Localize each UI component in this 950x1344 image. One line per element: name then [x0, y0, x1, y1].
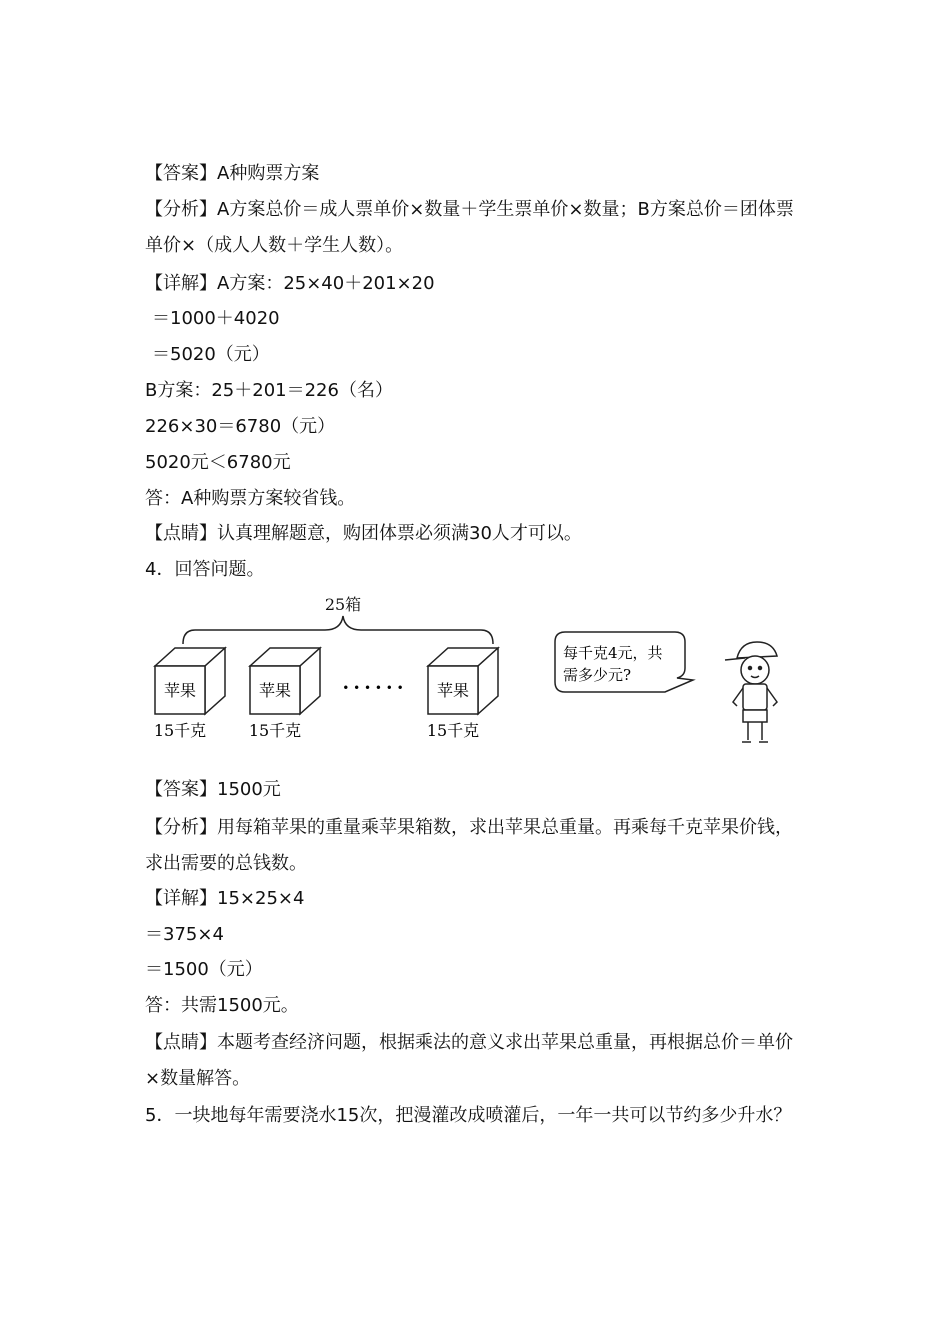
- q4-point: 【点睛】本题考查经济问题，根据乘法的意义求出苹果总重量，再根据总价＝单价×数量解答。: [145, 1032, 793, 1089]
- q4-title: 4．回答问题。: [145, 559, 265, 580]
- q5-title: 5．一块地每年需要浇水15次，把漫灌改成喷灌后，一年一共可以节约多少升水？: [145, 1105, 792, 1126]
- boy-illustration: [725, 642, 777, 742]
- weight-label: 15千克: [153, 721, 207, 740]
- box-label: 苹果: [436, 681, 470, 700]
- box-label: 苹果: [163, 681, 197, 700]
- q3-conclusion: 答：A种购票方案较省钱。: [145, 488, 356, 509]
- q3-point: 【点睛】认真理解题意，购团体票必须满30人才可以。: [145, 523, 582, 544]
- weight-label: 15千克: [426, 721, 480, 740]
- total-label: 25箱: [324, 596, 362, 614]
- q3-detail-4: B方案：25＋201＝226（名）: [145, 380, 393, 401]
- q3-analysis: 【分析】A方案总价＝成人票单价×数量＋学生票单价×数量；B方案总价＝团体票单价×（成人人数＋学生人数）。: [145, 199, 794, 256]
- q3-detail-3: ＝5020（元）: [152, 344, 270, 365]
- bubble-line-2: 需多少元?: [563, 666, 632, 684]
- speech-bubble: [555, 632, 693, 692]
- q4-answer: 【答案】1500元: [145, 779, 281, 800]
- q4-analysis: 【分析】用每箱苹果的重量乘苹果箱数，求出苹果总重量。再乘每千克苹果价钱，求出需要的总钱数。: [145, 817, 793, 874]
- q3-detail-6: 5020元＜6780元: [145, 452, 291, 473]
- total-brace: [183, 616, 493, 644]
- apple-box-1: [154, 648, 225, 740]
- q4-conclusion: 答：共需1500元。: [145, 995, 299, 1016]
- weight-label: 15千克: [248, 721, 302, 740]
- apple-box-2: [249, 648, 320, 740]
- box-label: 苹果: [258, 681, 292, 700]
- apple-boxes-figure: [145, 596, 805, 756]
- q3-answer: 【答案】A种购票方案: [145, 163, 320, 184]
- q3-detail-1: 【详解】A方案：25×40＋201×20: [145, 273, 435, 294]
- q4-detail-1: 【详解】15×25×4: [145, 888, 305, 909]
- apple-box-3: [427, 648, 498, 740]
- q4-detail-2: ＝375×4: [145, 924, 224, 945]
- bubble-line-1: 每千克4元，共: [563, 644, 663, 662]
- q3-detail-5: 226×30＝6780（元）: [145, 416, 336, 437]
- q3-detail-2: ＝1000＋4020: [152, 308, 280, 329]
- figure-svg: [145, 596, 805, 756]
- ellipsis-dots: • • • • • •: [342, 681, 404, 695]
- q4-detail-3: ＝1500（元）: [145, 959, 263, 980]
